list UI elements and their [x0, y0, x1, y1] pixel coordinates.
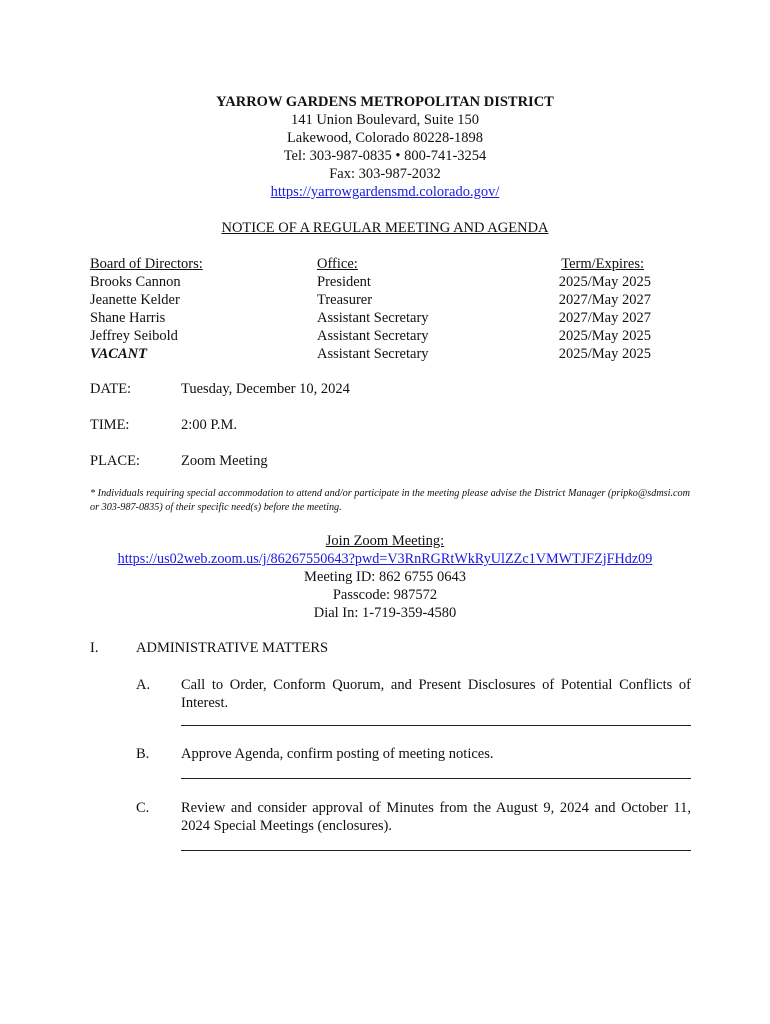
member-office: Assistant Secretary [317, 346, 429, 362]
member-name: Jeanette Kelder [90, 292, 180, 308]
board-directors-header: Board of Directors: [90, 256, 203, 272]
member-office: Assistant Secretary [317, 310, 429, 326]
accommodation-note: * Individuals requiring special accommodation to attend and/or participate in the meeting please advise the District Manager (pripko@sdmsi.com or 303-987-0835) of their specific need(s) before the meeting. [90, 488, 690, 513]
signature-line [181, 778, 691, 779]
member-term: 2025/May 2025 [558, 346, 651, 362]
zoom-passcode: Passcode: 987572 [332, 587, 438, 603]
member-term: 2025/May 2025 [558, 328, 651, 344]
board-term-header: Term/Expires: [561, 256, 644, 272]
zoom-link[interactable]: https://us02web.zoom.us/j/86267550643?pwd=V3RnRGRtWkRyUlZZc1VMWTJFZjFHdz09 [117, 551, 653, 567]
address-line-2: Lakewood, Colorado 80228-1898 [286, 130, 484, 146]
date-value: Tuesday, December 10, 2024 [181, 381, 350, 397]
member-office: President [317, 274, 371, 290]
district-name: YARROW GARDENS METROPOLITAN DISTRICT [216, 94, 554, 110]
member-term: 2027/May 2027 [558, 292, 651, 308]
member-office: Assistant Secretary [317, 328, 429, 344]
website-link[interactable]: https://yarrowgardensmd.colorado.gov/ [270, 184, 500, 200]
place-value: Zoom Meeting [181, 453, 268, 469]
signature-line [181, 725, 691, 726]
agenda-item-letter: B. [136, 746, 150, 762]
member-name-vacant: VACANT [90, 346, 147, 362]
agenda-item-text: Approve Agenda, confirm posting of meeting notices. [181, 746, 494, 762]
address-line-1: 141 Union Boulevard, Suite 150 [290, 112, 480, 128]
zoom-heading: Join Zoom Meeting: [325, 533, 445, 549]
agenda-item-letter: C. [136, 800, 150, 816]
signature-line [181, 850, 691, 851]
member-name: Shane Harris [90, 310, 166, 326]
member-term: 2027/May 2027 [558, 310, 651, 326]
zoom-dial-in: Dial In: 1-719-359-4580 [313, 605, 457, 621]
member-office: Treasurer [317, 292, 373, 308]
zoom-meeting-id: Meeting ID: 862 6755 0643 [304, 569, 466, 585]
time-label: TIME: [90, 417, 130, 433]
agenda-item-text: Call to Order, Conform Quorum, and Present Disclosures of Potential Conflicts of Interest. [181, 677, 691, 711]
date-label: DATE: [90, 381, 132, 397]
telephone: Tel: 303-987-0835 • 800-741-3254 [283, 148, 487, 164]
agenda-item-text: Review and consider approval of Minutes from the August 9, 2024 and October 11, 2024 Special Meetings (enclosures). [181, 800, 691, 834]
notice-title: NOTICE OF A REGULAR MEETING AND AGENDA [221, 220, 549, 236]
member-name: Brooks Cannon [90, 274, 181, 290]
place-label: PLACE: [90, 453, 140, 469]
board-office-header: Office: [317, 256, 358, 272]
fax: Fax: 303-987-2032 [329, 166, 441, 182]
member-term: 2025/May 2025 [558, 274, 651, 290]
section-number: I. [90, 640, 99, 656]
section-title: ADMINISTRATIVE MATTERS [136, 640, 329, 656]
time-value: 2:00 P.M. [181, 417, 238, 433]
agenda-item-letter: A. [136, 677, 151, 693]
member-name: Jeffrey Seibold [90, 328, 178, 344]
